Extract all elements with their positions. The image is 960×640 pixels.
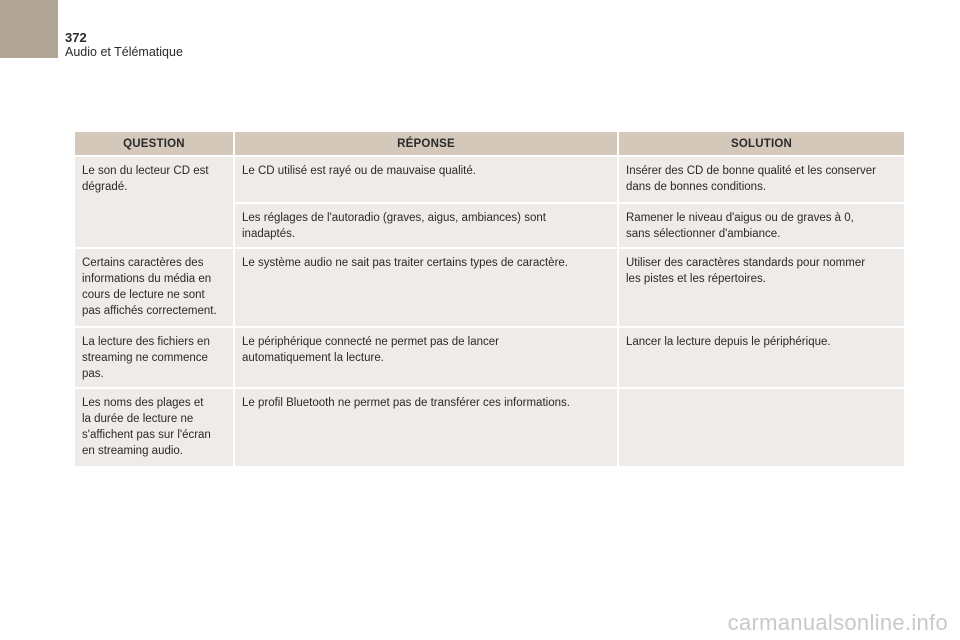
column-header-solution: SOLUTION [618,132,904,156]
solution-cell [618,388,904,466]
solution-cell: Insérer des CD de bonne qualité et les conserver dans de bonnes conditions. [618,156,904,203]
table-row [75,327,904,388]
table-header-row [75,132,904,156]
column-header-answer: RÉPONSE [234,132,618,156]
table-row [75,248,904,327]
solution-cell: Utiliser des caractères standards pour nommer les pistes et les répertoires. [618,248,904,327]
page-number: 372 [65,30,87,45]
solution-cell: Lancer la lecture depuis le périphérique. [618,327,904,388]
section-title: Audio et Télématique [65,45,183,59]
solution-cell: Ramener le niveau d'aigus ou de graves à 0, sans sélectionner d'ambiance. [618,203,904,248]
answer-cell: Le périphérique connecté ne permet pas de lancer automatiquement la lecture. [234,327,618,388]
table-row [75,388,904,466]
question-cell: La lecture des fichiers en streaming ne commence pas. [75,327,234,388]
table-row [75,156,904,203]
column-header-question: QUESTION [75,132,234,156]
question-cell: Certains caractères des informations du média en cours de lecture ne sont pas affichés correctement. [75,248,234,327]
answer-cell: Le système audio ne sait pas traiter certains types de caractère. [234,248,618,327]
watermark-text: carmanualsonline.info [727,610,948,635]
question-cell: Les noms des plages et la durée de lecture ne s'affichent pas sur l'écran en streaming audio. [75,388,234,466]
faq-table [75,132,904,466]
answer-cell: Le CD utilisé est rayé ou de mauvaise qualité. [234,156,618,203]
corner-tab [0,0,58,58]
question-cell: Le son du lecteur CD est dégradé. [75,156,234,248]
answer-cell: Le profil Bluetooth ne permet pas de transférer ces informations. [234,388,618,466]
answer-cell: Les réglages de l'autoradio (graves, aigus, ambiances) sont inadaptés. [234,203,618,248]
